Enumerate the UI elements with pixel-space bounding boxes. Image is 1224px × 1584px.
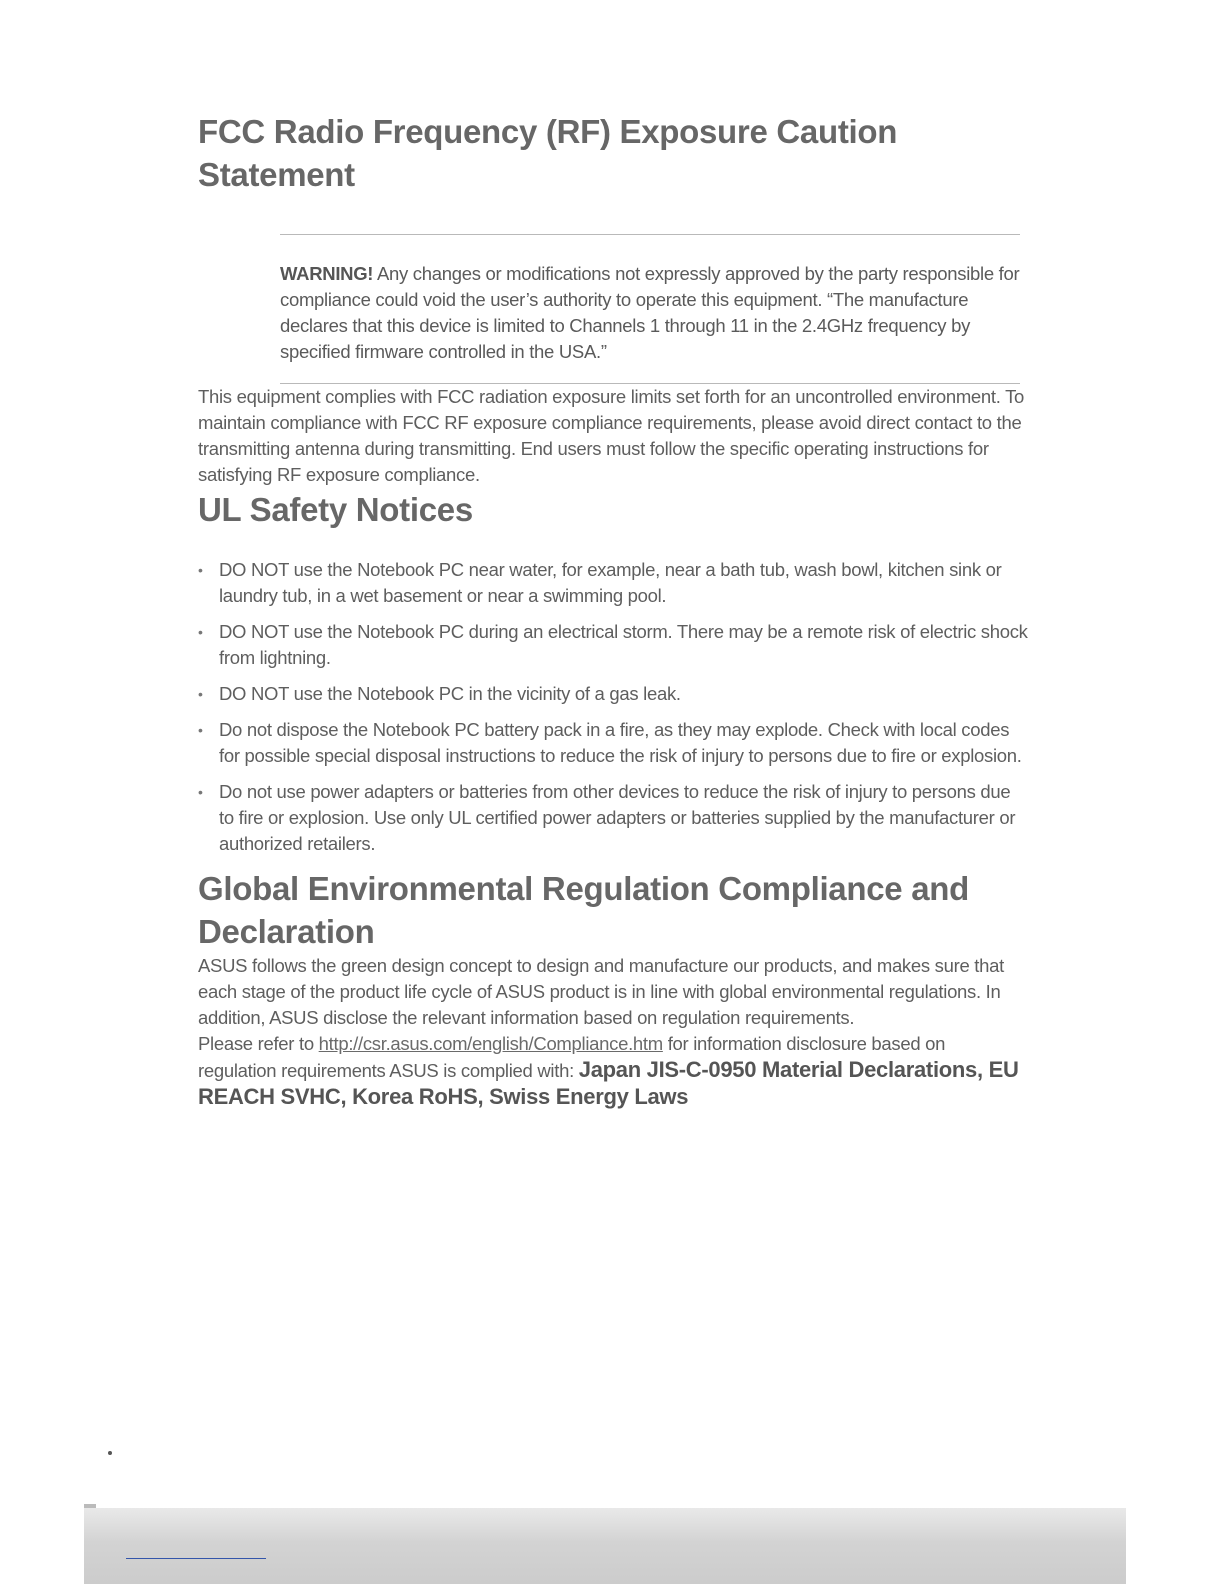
page-content: [198, 110, 1028, 1111]
list-item: [198, 681, 1028, 707]
refer-prefix: Please refer to: [198, 1033, 319, 1054]
list-item: [198, 557, 1028, 609]
list-item-text: DO NOT use the Notebook PC near water, for example, near a bath tub, wash bowl, kitchen sink or laundry tub, in a wet basement or near a swimming pool.: [219, 559, 1002, 606]
list-item: [198, 619, 1028, 671]
scan-speck: [108, 1451, 112, 1455]
list-item: [198, 779, 1028, 857]
list-item-text: DO NOT use the Notebook PC during an electrical storm. There may be a remote risk of electric shock from lightning.: [219, 621, 1028, 668]
list-item-text: DO NOT use the Notebook PC in the vicinity of a gas leak.: [219, 683, 681, 704]
bullet-icon: •: [198, 784, 203, 800]
list-item-text: Do not dispose the Notebook PC battery pack in a fire, as they may explode. Check with local codes for possible special disposal instructions to reduce the risk of injury to persons due to fire or explosion.: [219, 719, 1022, 766]
ul-heading: UL Safety Notices: [198, 491, 473, 528]
global-heading: Global Environmental Regulation Compliance and Declaration: [198, 870, 969, 950]
refer-paragraph: [198, 1031, 1028, 1111]
warning-box: [280, 234, 1020, 384]
bullet-icon: •: [198, 722, 203, 738]
ul-notices-list: [198, 557, 1028, 857]
warning-paragraph: [280, 261, 1020, 365]
fcc-heading: FCC Radio Frequency (RF) Exposure Caution Statement: [198, 113, 898, 193]
asus-paragraph: ASUS follows the green design concept to design and manufacture our products, and makes sure that each stage of the product life cycle of ASUS product is in line with global environmental regulations. In addition, ASUS disclose the relevant information based on regulation requirements.: [198, 955, 1004, 1028]
refer-middle: for information disclosure based on regulation requirements ASUS is complied with:: [198, 1033, 946, 1081]
fcc-paragraph: This equipment complies with FCC radiation exposure limits set forth for an uncontrolled environment. To maintain compliance with FCC RF exposure compliance requirements, please avoid direct contact to the transmitting antenna during transmitting. End users must follow the specific operating instructions for satisfying RF exposure compliance.: [198, 386, 1025, 485]
scan-line: [126, 1558, 266, 1559]
list-item-text: Do not use power adapters or batteries from other devices to reduce the risk of injury to persons due to fire or explosion. Use only UL certified power adapters or batteries supplied by the manufacturer or authorized retailers.: [219, 781, 1016, 854]
warning-label: WARNING!: [280, 263, 374, 284]
scan-shadow: [84, 1508, 1126, 1584]
laws-list: Japan JIS-C-0950 Material Declarations, EU REACH SVHC, Korea RoHS, Swiss Energy Laws: [198, 1057, 1019, 1109]
list-item: [198, 717, 1028, 769]
warning-text: Any changes or modifications not expressly approved by the party responsible for compliance could void the user’s authority to operate this equipment. “The manufacture declares that this device is limited to Channels 1 through 11 in the 2.4GHz frequency by specified firmware controlled in the USA.”: [280, 263, 1020, 362]
bullet-icon: •: [198, 624, 203, 640]
bullet-icon: •: [198, 562, 203, 578]
bullet-icon: •: [198, 686, 203, 702]
compliance-link[interactable]: http://csr.asus.com/english/Compliance.htm: [318, 1033, 663, 1054]
